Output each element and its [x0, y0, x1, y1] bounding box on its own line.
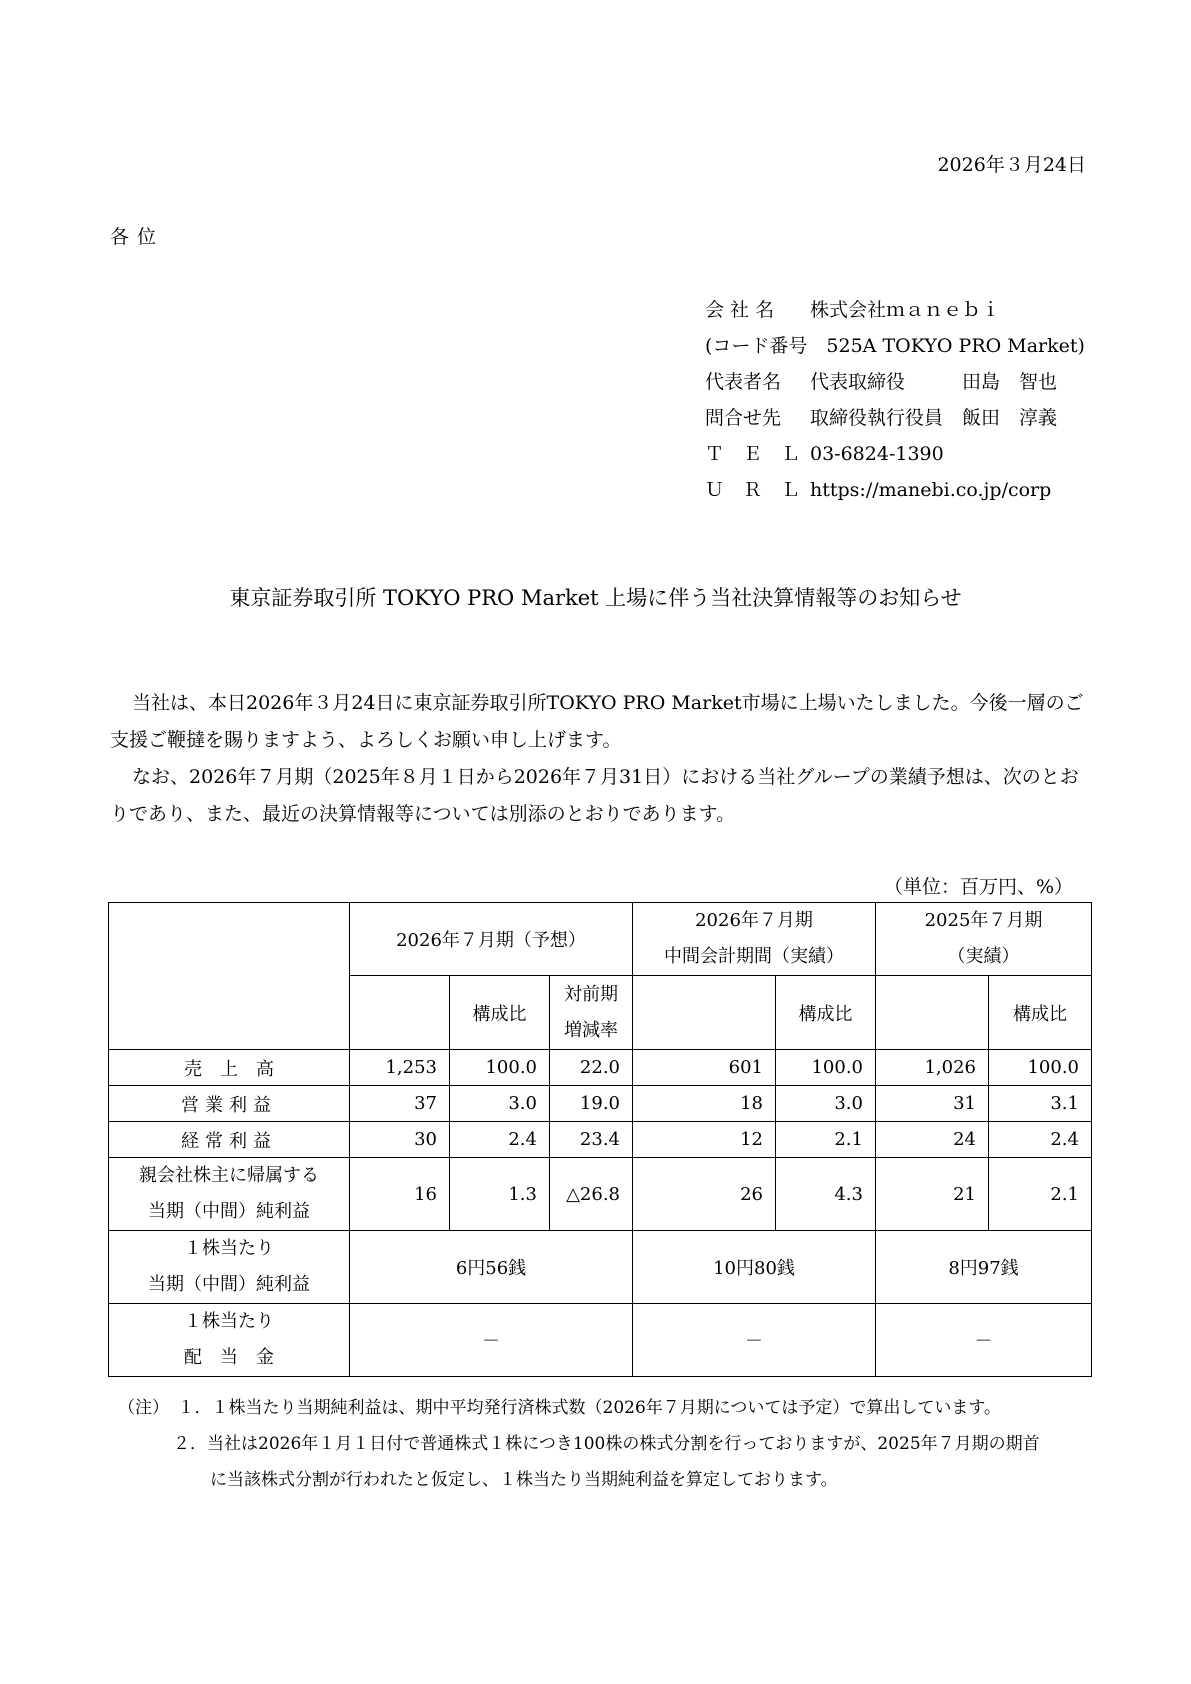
notes: [118, 1390, 1098, 1498]
cell-prior: 1,026: [876, 1050, 989, 1086]
company-name-row: [705, 292, 1085, 328]
row-label: 営業利益: [109, 1086, 350, 1122]
header-prior: 2025年７月期 （実績）: [876, 903, 1092, 976]
cell-interim-ratio: 2.1: [776, 1122, 876, 1158]
subheader-blank: [350, 976, 450, 1050]
eps-row: [109, 1231, 1092, 1304]
company-info-key: Ｔ Ｅ Ｌ: [705, 443, 801, 465]
cell-prior-ratio: 3.1: [989, 1086, 1092, 1122]
row-label: 経常利益: [109, 1122, 350, 1158]
cell-forecast: 1,253: [350, 1050, 450, 1086]
table-row: [109, 1122, 1092, 1158]
eps-prior: 8円97銭: [876, 1231, 1092, 1304]
company-info-key: Ｕ Ｒ Ｌ: [705, 479, 801, 501]
note-1: （注） １．１株当たり当期純利益は、期中平均発行済株式数（2026年７月期については予定）で算出しています。: [118, 1398, 1002, 1418]
subheader-blank: [633, 976, 776, 1050]
header-interim: 2026年７月期 中間会計期間（実績）: [633, 903, 876, 976]
unit-label: （単位：百万円、%）: [883, 876, 1073, 898]
table-row: [109, 1158, 1092, 1231]
cell-interim: 18: [633, 1086, 776, 1122]
eps-forecast: 6円56銭: [350, 1231, 633, 1304]
header-ratio: 構成比: [776, 976, 876, 1050]
cell-forecast-ratio: 2.4: [450, 1122, 550, 1158]
dps-forecast: －: [350, 1304, 633, 1377]
row-label: １株当たり 当期（中間）純利益: [109, 1231, 350, 1304]
cell-interim: 26: [633, 1158, 776, 1231]
company-url: https://manebi.co.jp/corp: [810, 479, 1052, 501]
header-forecast: 2026年７月期（予想）: [350, 903, 633, 976]
eps-interim: 10円80銭: [633, 1231, 876, 1304]
cell-prior-ratio: 2.1: [989, 1158, 1092, 1231]
dps-interim: －: [633, 1304, 876, 1377]
table-header-row: [109, 903, 1092, 976]
cell-interim-ratio: 100.0: [776, 1050, 876, 1086]
company-info-key: 会 社 名: [705, 299, 775, 321]
cell-interim: 12: [633, 1122, 776, 1158]
header-blank: [109, 903, 350, 1050]
company-info-value: 代表取締役 田島 智也: [810, 371, 1058, 393]
cell-prior: 21: [876, 1158, 989, 1231]
cell-forecast-ratio: 1.3: [450, 1158, 550, 1231]
row-label: 売 上 高: [109, 1050, 350, 1086]
company-info-key: 代表者名: [705, 371, 782, 393]
cell-forecast-ratio: 100.0: [450, 1050, 550, 1086]
document-date: 2026年３月24日: [937, 154, 1086, 176]
cell-forecast: 37: [350, 1086, 450, 1122]
table-row: [109, 1086, 1092, 1122]
cell-prior-ratio: 2.4: [989, 1122, 1092, 1158]
cell-prior: 24: [876, 1122, 989, 1158]
header-ratio: 構成比: [989, 976, 1092, 1050]
addressee: 各位: [110, 226, 165, 248]
subheader-blank: [876, 976, 989, 1050]
note-2-continued: に当該株式分割が行われたと仮定し、１株当たり当期純利益を算定しております。: [210, 1470, 838, 1490]
cell-interim: 601: [633, 1050, 776, 1086]
cell-interim-ratio: 3.0: [776, 1086, 876, 1122]
tel-row: [705, 436, 1085, 472]
body-paragraph: なお、2026年７月期（2025年８月１日から2026年７月31日）における当社グループの業績予想は、次のとおりであり、また、最近の決算情報等については別添のとおりであります。: [110, 766, 1079, 825]
cell-forecast-yoy: 23.4: [550, 1122, 633, 1158]
company-info: [705, 292, 1085, 508]
dps-prior: －: [876, 1304, 1092, 1377]
document-title: 東京証券取引所 TOKYO PRO Market 上場に伴う当社決算情報等のお知らせ: [229, 586, 962, 610]
cell-forecast-ratio: 3.0: [450, 1086, 550, 1122]
cell-forecast: 30: [350, 1122, 450, 1158]
forecast-table: [108, 902, 1092, 1377]
company-info-value: (コード番号 525A TOKYO PRO Market): [705, 335, 1085, 357]
company-code-row: [705, 328, 1085, 364]
cell-forecast-yoy: △26.8: [550, 1158, 633, 1231]
cell-forecast-yoy: 19.0: [550, 1086, 633, 1122]
contact-row: [705, 400, 1085, 436]
body-paragraph: 当社は、本日2026年３月24日に東京証券取引所TOKYO PRO Market市場に上場いたしました。今後一層のご支援ご鞭撻を賜りますよう、よろしくお願い申し上げます。: [110, 692, 1084, 751]
url-row: [705, 472, 1085, 508]
cell-interim-ratio: 4.3: [776, 1158, 876, 1231]
row-label: 親会社株主に帰属する 当期（中間）純利益: [109, 1158, 350, 1231]
note-2: ２．当社は2026年１月１日付で普通株式１株につき100株の株式分割を行っておりますが、2025年７月期の期首: [173, 1434, 1040, 1454]
row-label: １株当たり 配 当 金: [109, 1304, 350, 1377]
note-prefix: （注）: [118, 1398, 161, 1418]
header-yoy: 対前期 増減率: [550, 976, 633, 1050]
company-info-key: 問合せ先: [705, 407, 782, 429]
company-info-value: 取締役執行役員 飯田 淳義: [810, 407, 1058, 429]
cell-forecast-yoy: 22.0: [550, 1050, 633, 1086]
cell-forecast: 16: [350, 1158, 450, 1231]
company-info-value: 株式会社ｍａｎｅｂｉ: [810, 299, 1001, 321]
dps-row: [109, 1304, 1092, 1377]
table-row: [109, 1050, 1092, 1086]
cell-prior: 31: [876, 1086, 989, 1122]
cell-prior-ratio: 100.0: [989, 1050, 1092, 1086]
company-info-value: 03-6824-1390: [810, 443, 944, 465]
representative-row: [705, 364, 1085, 400]
body-text: [110, 685, 1085, 833]
header-ratio: 構成比: [450, 976, 550, 1050]
